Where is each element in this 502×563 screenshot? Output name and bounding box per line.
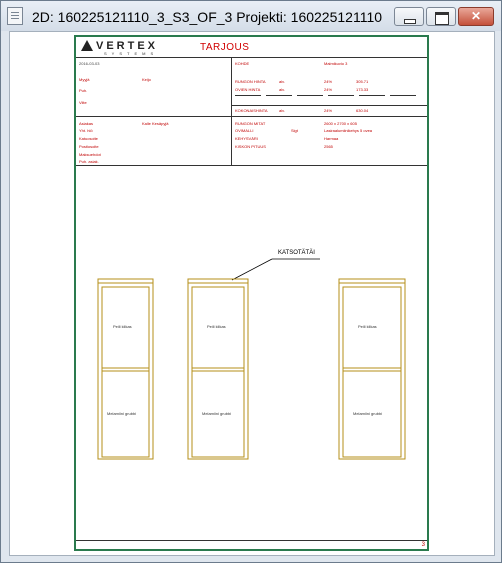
price-label: RUNGON HINTA bbox=[235, 79, 266, 84]
spec-value: Lasiraalumiinikehys 5 ovea bbox=[324, 128, 373, 133]
spec-mid: Sigt bbox=[291, 128, 298, 133]
customer-label: Asiakas bbox=[79, 121, 94, 126]
cabinet-bottom-label: Melamiini grubbi bbox=[202, 411, 232, 416]
cabinet-bottom-label: Melamiini grubbi bbox=[353, 411, 383, 416]
total-value: 630.04 bbox=[356, 108, 369, 113]
price-label: OVIEN HINTA bbox=[235, 87, 261, 92]
date-value: 2016-03-03 bbox=[79, 61, 100, 66]
total-pct: 24% bbox=[324, 108, 333, 113]
cabinet-drawing bbox=[76, 37, 427, 549]
spec-label: RUNGON MITAT bbox=[235, 121, 266, 126]
document-title: TARJOUS bbox=[200, 42, 250, 53]
reference-label: Viite bbox=[79, 100, 87, 105]
cabinet-top-label: Peili klikas bbox=[113, 324, 132, 329]
window-title: 2D: 160225121110_3_S3_OF_3 Projekti: 160225121110 bbox=[32, 9, 383, 25]
seller-label: Myyjä bbox=[79, 77, 90, 82]
customer-phone-label: Puh. asiak. bbox=[79, 159, 99, 164]
spec-label: KEHYSVÄRI bbox=[235, 136, 258, 141]
drawing-sheet bbox=[74, 35, 429, 551]
price-pct: 24% bbox=[324, 79, 333, 84]
cabinet-frame bbox=[188, 279, 248, 459]
payment-label: Maksuehdot bbox=[79, 152, 101, 157]
price-unit: alv. bbox=[279, 79, 285, 84]
document-icon[interactable] bbox=[7, 7, 23, 25]
street-label: Katuosoite bbox=[79, 136, 98, 141]
price-unit: alv. bbox=[279, 87, 285, 92]
minimize-button[interactable] bbox=[394, 7, 424, 26]
price-pct: 24% bbox=[324, 87, 333, 92]
callout-label: KATSOTÄTÄI bbox=[278, 250, 315, 256]
spec-label: OVIMALLI bbox=[235, 128, 254, 133]
title-bar[interactable] bbox=[1, 1, 501, 31]
total-label: KOKONAISHINTA bbox=[235, 108, 268, 113]
vertex-logo: VERTEX bbox=[96, 40, 159, 52]
vertex-logo-subtitle: SYSTEMS bbox=[104, 51, 159, 56]
close-button[interactable] bbox=[458, 7, 494, 26]
target-value: Malmikuvio 3 bbox=[324, 61, 348, 66]
cabinet-frame bbox=[339, 279, 405, 459]
spec-label: KISKON PITUUS bbox=[235, 144, 266, 149]
price-value: 173.33 bbox=[356, 87, 369, 92]
phone-label: Puh. bbox=[79, 88, 88, 93]
cabinet-frame bbox=[98, 279, 153, 459]
postal-label: Postiosoite bbox=[79, 144, 99, 149]
spec-value: Harmaa bbox=[324, 136, 339, 141]
total-unit: alv. bbox=[279, 108, 285, 113]
contact-label: Yht. hlö bbox=[79, 128, 93, 133]
customer-value: Kalle Kesäpyjä bbox=[142, 121, 169, 126]
page-number: 3 bbox=[421, 542, 425, 548]
cabinet-top-label: Peili klikas bbox=[358, 324, 377, 329]
callout-leader bbox=[232, 259, 320, 280]
maximize-button[interactable] bbox=[426, 7, 456, 26]
price-value: 305.71 bbox=[356, 79, 369, 84]
target-label: KOHDE bbox=[235, 61, 250, 66]
spec-value: 2565 bbox=[324, 144, 333, 149]
spec-value: 2600 x 2700 x 605 bbox=[324, 121, 357, 126]
seller-value: Keijo bbox=[142, 77, 151, 82]
cabinet-bottom-label: Melamiini grubbi bbox=[107, 411, 137, 416]
cabinet-top-label: Peili klikas bbox=[207, 324, 226, 329]
